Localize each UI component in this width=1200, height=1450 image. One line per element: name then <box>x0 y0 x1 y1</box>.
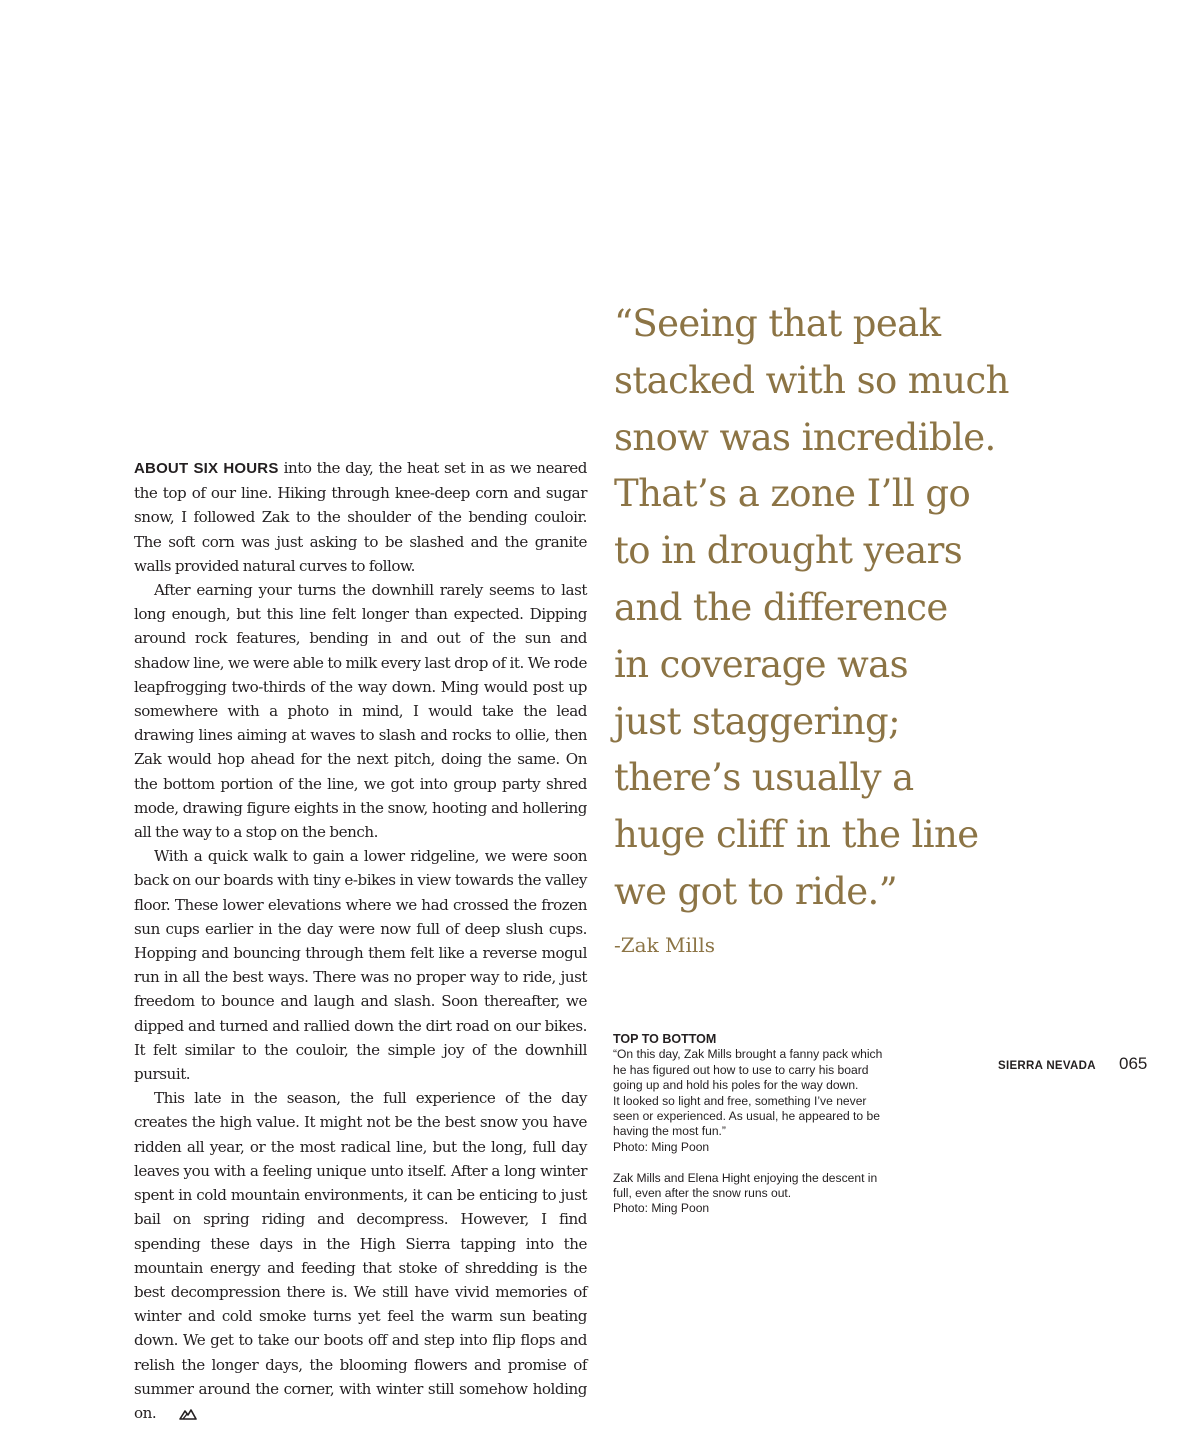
article-body <box>134 456 587 1427</box>
article-paragraph-4 <box>134 1086 587 1427</box>
pull-quote-attribution: -Zak Mills <box>614 933 715 957</box>
caption-photo-credit: Photo: Ming Poon <box>613 1201 710 1216</box>
caption-heading: TOP TO BOTTOM <box>613 1032 717 1046</box>
caption-line: seen or experienced. As usual, he appeared to be <box>613 1109 880 1124</box>
pull-quote-line: snow was incredible. <box>614 415 996 459</box>
article-paragraph-1 <box>134 456 587 578</box>
lead-in: ABOUT SIX HOURS <box>134 460 279 477</box>
paragraph-1-text: into the day, the heat set in as we neared the top of our line. Hiking through knee-deep corn and sugar snow, I followed Zak to the shoulder of the bending couloir. The soft corn was just asking to be slashed and the granite walls provided natural curves to follow. <box>134 459 587 575</box>
pull-quote-line: and the difference <box>614 585 948 629</box>
pull-quote-line: to in drought years <box>614 529 963 573</box>
caption-line: having the most fun.” <box>613 1124 726 1139</box>
pull-quote-line: huge cliff in the line <box>614 813 979 857</box>
pull-quote-line: there’s usually a <box>614 756 914 800</box>
folio-page-number: 065 <box>1119 1054 1148 1073</box>
pull-quote-line: That’s a zone I’ll go <box>614 472 971 516</box>
pull-quote-line: in coverage was <box>614 642 909 686</box>
article-paragraph-2: After earning your turns the downhill rarely seems to last long enough, but this line felt longer than expected. Dipping around rock features, bending in and out of the sun and shadow line, we were able to milk every last drop of it. We rode leapfrogging two-thirds of the way down. Ming would post up somewhere with a photo in mind, I would take the lead drawing lines aiming at waves to slash and rocks to ollie, then Zak would hop ahead for the next pitch, doing the same. On the bottom portion of the line, we got into group party shred mode, drawing figure eights in the snow, hooting and hollering all the way to a stop on the bench. <box>134 581 587 842</box>
pull-quote-line: we got to ride.” <box>614 869 898 913</box>
caption-spacer <box>613 1155 913 1170</box>
folio-section-label: SIERRA NEVADA <box>998 1060 1096 1072</box>
pull-quote-line: stacked with so much <box>614 358 1009 402</box>
photo-caption <box>613 1032 913 1217</box>
caption-line: going up and hold his poles for the way down. <box>613 1078 859 1093</box>
caption-line: full, even after the snow runs out. <box>613 1186 792 1201</box>
caption-line: Zak Mills and Elena Hight enjoying the descent in <box>613 1170 878 1185</box>
pull-quote-line: “Seeing that peak <box>614 302 941 345</box>
caption-line: It looked so light and free, something I’ve never <box>613 1093 867 1108</box>
caption-line: he has figured out how to use to carry his board <box>613 1062 869 1077</box>
paragraph-4-text: This late in the season, the full experience of the day creates the high value. It might not be the best snow you have ridden all year, or the most radical line, but the long, full day leaves you with a feeling unique unto itself. After a long winter spent in cold mountain environments, it can be enticing to just bail on spring riding and decompress. However, I find spending these days in the High Sierra tapping into the mountain energy and feeding that stoke of shredding is the best decompression there is. We still have vivid memories of winter and cold smoke turns yet feel the warm sun beating down. We get to take our boots off and step into flip flops and relish the longer days, the blooming flowers and promise of summer around the corner, with winter still somehow holding on. <box>134 1089 587 1422</box>
caption-photo-credit: Photo: Ming Poon <box>613 1139 710 1154</box>
article-paragraph-3: With a quick walk to gain a lower ridgeline, we were soon back on our boards with tiny e-bikes in view towards the valley floor. These lower elevations where we had crossed the frozen sun cups earlier in the day were now full of deep slush cups. Hopping and bouncing through them felt like a reverse mogul run in all the best ways. There was no proper way to ride, just freedom to bounce and laugh and slash. Soon thereafter, we dipped and turned and rallied down the dirt road on our bikes. It felt similar to the couloir, the simple joy of the downhill pursuit. <box>134 847 587 1084</box>
pull-quote-line: just staggering; <box>614 699 901 743</box>
pull-quote <box>614 296 1174 921</box>
mountain-end-mark-icon <box>159 1403 197 1427</box>
caption-line: “On this day, Zak Mills brought a fanny pack which <box>613 1047 883 1062</box>
